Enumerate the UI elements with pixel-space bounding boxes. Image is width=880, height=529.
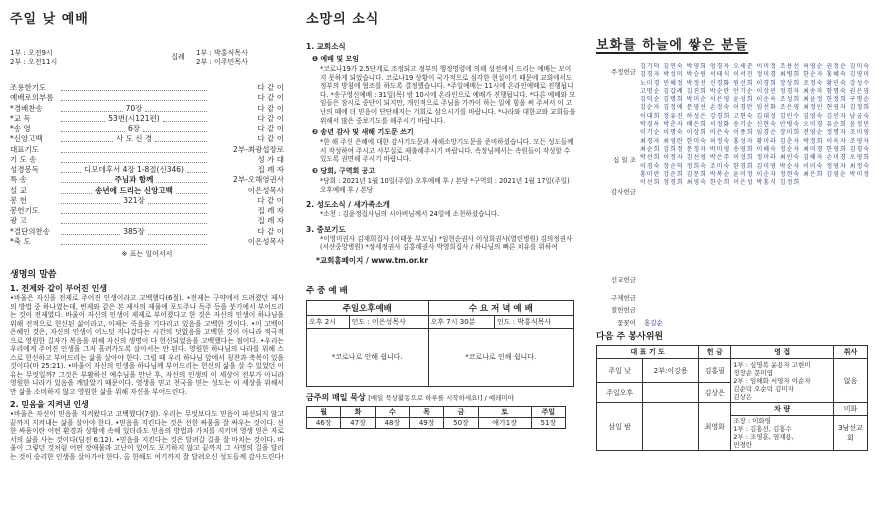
- worship-title: 주일 낮 예배: [10, 12, 89, 27]
- sermon-paragraph-1: •바울은 자신을 전제로 주어진 인생이라고 고백했다(6절). •전제는 구약에서 드려졌던 제사의 방법 중 하나였는데, 번제와 같은 본 제사의 제물에 포도주나 독주 등을 붓기에서 부어드리는 것이 전제였다. 바울이 자신의 인생이 제제로 부어졌다고 한 것은 자신의 인생이 하나님을 위해 전적으로 헌신된 삶이라고, 이제는 죽음을 기다리고 있음을 고백한 것이다. •이 고백이 은혜인 것은, 자신의 인생이 어느덧 지나갔다는 시간의 덧없음을 고백한 것이 아니라 적극적으로 영원한 길자가 복음을 위해 자신의 생명이 다 헌신되었음을 고백했다는 점이다. •우리는 우리에게 주어진 인생을 그저 흘려가도록 살아서는 안 된다. 영원한 하나님의 나라를 위해 스스로 헌신하고 부어드리는 삶을 살아야 한다. 그럴 때 우리 하나님 앞에서 칭찬과 축복이 있을 것이다(마 25:21). •바울이 자신의 인생을 하나님께 부어드리는 헌신의 삶을 살 수 있었던 이유는 무엇일까? 그것은 부활하신 예수님을 만난 후, 자신의 인생의 이 세상이 전부가 아니라 영원한 나라가 있음을 깨달았기 때문이다. 영생을 믿고 천국을 믿는 성도는 이 세상을 위해서만 삶을 소비하지 않고 영원한 삶을 위해 자신을 부어드린다.: [10, 294, 284, 396]
- row-sunday-offering: 김홍필: [699, 359, 731, 383]
- donor-names-2: 강경희 고현숙 김대성 김민수 김영숙 김인자 남궁숙 박경옥 박춘자 배은희 서정화 송기순 신현숙 안병숙 오미경 유순희 윤정민 이기순 이명숙 이상희 이은숙 이종희 임경순 장미희 전영순 정명자 조미영 최경자 최영란 한미숙 허정숙 홍성자 황미라 김춘자 박정희 이옥자 조영자 최순희 김희정 문정자 박미영 송영희 이혜숙 정순자 최미경 한영희 김경숙 박선희 이정자: [640, 112, 871, 162]
- chapter-5: 애가1장: [478, 417, 531, 428]
- cleaning-team: 3남선교회: [834, 416, 868, 451]
- cooking-none: 없음: [834, 359, 868, 403]
- daily-meditation-note: [매일 묵상활동으로 하루를 시작하세요!] / 예레미야: [368, 393, 514, 402]
- news-column: [300, 0, 580, 529]
- order-item-leader: 다 같 이: [257, 103, 285, 113]
- sermon-point-2: 2. 믿음을 지켜낸 인생: [10, 400, 89, 409]
- order-item-leader: 성 가 대: [257, 154, 284, 164]
- order-item-content: 385장: [123, 226, 145, 236]
- order-row: [10, 227, 284, 237]
- label-thanks-offering: 주정헌금: [610, 68, 636, 76]
- order-item-leader: 다 같 이: [257, 226, 284, 236]
- order-item-leader: 집 례 자: [257, 216, 284, 226]
- donor-names-3: 김선영 박은주 이성희 정미라 최인숙 김혜자 손미경 오영희 이경숙 장순덕 정희숙 조미숙 한경희 김미영 박순자 이미숙 정영자 최정숙 홍미란 강순희 김문희 박복순 윤미정 이순자 정현숙 최은희: [640, 154, 871, 178]
- order-item-leader: 다 같 이: [257, 83, 284, 92]
- order-row: [10, 145, 284, 155]
- order-item-label: *송 영: [10, 124, 31, 133]
- standing-note: ※ 표는 일어서서: [121, 250, 173, 258]
- sunday-leader: 인도 : 이은성목사: [349, 315, 428, 328]
- flower-donor: 홍길순: [644, 319, 663, 327]
- service-table: [596, 345, 868, 451]
- intercession-heading: 3. 중보기도: [306, 224, 346, 234]
- order-row: [10, 165, 284, 175]
- day-3: 목: [409, 406, 443, 417]
- label-gratitude: 감사헌금: [610, 188, 636, 196]
- chapter-4: 50장: [444, 417, 478, 428]
- homepage-link[interactable]: *교회홈페이지 / www.tm.or.kr: [316, 255, 429, 265]
- sunday-time: 오후 2시: [307, 315, 350, 328]
- next-week-title: 다음 주 봉사위원: [596, 332, 664, 342]
- day-5: 토: [478, 406, 531, 417]
- order-of-worship: [10, 83, 284, 247]
- order-row: [10, 124, 284, 134]
- prayer-writing-heading: ❷ 송년 감사 및 새해 기도문 쓰기: [312, 128, 414, 137]
- wednesday-evening-heading: 수 요 저 녁 예 배: [428, 300, 573, 315]
- wednesday-note: *코로나로 인해 쉽니다.: [428, 328, 573, 386]
- col-prayer: 대 표 기 도: [597, 346, 699, 359]
- order-item-leader: 집 례 자: [257, 206, 284, 215]
- order-item-label: 설 교: [10, 185, 27, 195]
- order-item-leader: 다 같 이: [257, 113, 285, 123]
- officiant-label: 집례: [171, 53, 185, 61]
- donor-names: [640, 63, 874, 295]
- officiant-2: 2부 : 이주민목사: [196, 58, 248, 66]
- order-item-label: 조용한기도: [10, 83, 47, 92]
- order-item-content: 주님과 함께: [114, 175, 154, 185]
- order-item-leader: 다 같 이: [257, 124, 284, 133]
- order-item-content: 321장: [123, 195, 145, 205]
- col-cooking: 취사: [834, 346, 868, 359]
- car-team: 조장 : 이화영 1부 : 김홍선, 김홍수 2부 : 조영훈, 염재용, 민경란: [731, 416, 834, 451]
- order-row: [10, 186, 284, 196]
- order-item-leader: 다 같 이: [257, 195, 284, 205]
- order-row: [10, 93, 284, 103]
- label-flowers: 꽃꽂이: [617, 319, 636, 327]
- offerings-title: 보화를 하늘에 쌓은 분들: [596, 38, 749, 53]
- order-item-label: 특 송: [10, 175, 27, 185]
- order-item-content: 송년에 드리는 신앙고백: [95, 185, 173, 195]
- daily-meditation-table: [306, 406, 566, 429]
- order-item-label: 성경봉독: [10, 165, 39, 174]
- row-sunday-prayer: 2부:이강용: [643, 359, 699, 383]
- welcome-team: 1부 : 심영복 윤용자 고현미 정장순 문미엽 2부 : 임해화 서영자 이순자 김순덕 오순덕 김미자 김상은: [731, 359, 834, 403]
- label-tithe: 십 일 조: [613, 156, 636, 164]
- offerings-list: [596, 63, 874, 302]
- order-item-leader: 집 례 자: [257, 165, 285, 174]
- wednesday-time: 오후 7시 30분: [428, 315, 495, 328]
- day-6: 주일: [531, 406, 565, 417]
- church-news-heading: 1. 교회소식: [306, 42, 346, 51]
- order-item-leader: 이은성목사: [247, 236, 284, 246]
- worship-meetings-text: *코로나19가 2.5단계로 조정되고 정부의 행정명령에 의해 성전에서 드리는 예배는 모이지 못하게 되었습니다. 코로나19 상황이 국가적으로 심각한 현실이기 때문에 교회에서도 정부의 방침에 협조를 하도록 결정했습니다. *주일예배는 11시에 온라인예배로 진행됩니다. *송구영신예배 : 31일(목) 밤 10시에 온라인으로 예배가 진행됩니다. *다른 예배와 모임들은 잠시로 중단이 되지만, 개인적으로 주님을 가까이 하는 일에 힘을 써 주셔서 이 고난의 때에 더 믿음이 단단해지는 기회로 삼으시기를 바랍니다. *나라와 대한교와 교회들을 위해서 많은 중보기도를 해주시기 바랍니다.: [320, 65, 576, 125]
- order-item-leader: 다 같 이: [257, 134, 285, 144]
- order-row: [10, 155, 284, 165]
- row-afternoon-offering: 김상은: [699, 383, 731, 403]
- row-afternoon-prayer: [643, 383, 699, 403]
- chapter-6: 51장: [531, 417, 565, 428]
- offerings-column: [588, 0, 880, 529]
- order-item-label: 예배로의부름: [10, 93, 54, 103]
- order-item-label: *축 도: [10, 236, 31, 246]
- chapter-1: 47장: [341, 417, 375, 428]
- order-item-label: *결단의찬송: [10, 226, 50, 236]
- order-item-content: 53번(시121편): [108, 113, 160, 123]
- car-heading: 차 량: [731, 403, 834, 416]
- worship-meetings-heading: ❶ 예배 및 모임: [312, 55, 360, 63]
- row-wednesday-prayer: [643, 403, 699, 451]
- weekday-worship-table: [306, 300, 574, 387]
- day-1: 화: [341, 406, 375, 417]
- donor-names-1: 김기덕 김연숙 박영희 엄경자 오세준 이미정 조용선 허영순 권정순 김미숙 김경자 박성미 박승원 서태식 이서진 정미경 최병희 한순자 홍혜숙 김영미 노미경 민혜정 박정선 신경화 원선희 이경희 장상희 조정숙 황인숙 강성수 고명순 김갑례 김진희 박순란 안기순 이상민 정경자 최송자 함명숙 권은영 김덕순 김명희 박미순 서은영 윤성희 이순옥 조성희 최윤정 한정희 구명순 김순자 김정애 문영선 손정숙 이경란 임선화 조은영 최정인 현영자 김정희 이대희 정유진 하성은: [640, 63, 871, 120]
- row-wednesday-offering: 최영화: [699, 403, 731, 451]
- label-relief: 구제헌금: [610, 294, 636, 302]
- intercession-text: *이영미권사 김재희집사 (이태웅 부모님) *임현순권사 이성희권사(열린병원) 김의정권사(서산중앙병원) *정세정권사 김홍해권사 박영희집사 / 하나님의 빠른 치유를 위하여: [320, 234, 573, 252]
- order-row: [10, 134, 284, 144]
- day-0: 월: [307, 406, 341, 417]
- donor-names-4: 김영순 박미정 이선희 정경희 최영숙 한순희: [640, 170, 871, 187]
- officiant-1: 1부 : 박홍식목사: [196, 49, 248, 57]
- order-item-content: 70장: [125, 103, 143, 113]
- order-item-content: 사 도 신 경: [115, 134, 153, 144]
- label-mission: 선교헌금: [610, 276, 636, 284]
- order-row: [10, 114, 284, 124]
- order-item-content: 디모데후서 4장 1-8절(신346): [84, 165, 184, 174]
- members-news-heading: 2. 성도소식 / 새가족소개: [306, 200, 390, 210]
- order-item-label: 대표기도: [10, 144, 39, 154]
- sunday-note: *코로나로 인해 쉽니다.: [307, 328, 429, 386]
- service-1-time: 1부 : 오전9시: [10, 49, 53, 57]
- order-item-label: *경배찬송: [10, 103, 43, 113]
- order-row: [10, 237, 284, 247]
- sunday-afternoon-heading: 주일오후예배: [307, 300, 429, 315]
- order-item-leader: 이은성목사: [247, 185, 285, 195]
- order-item-label: 기 도 송: [10, 154, 37, 164]
- col-welcome: 영 접: [731, 346, 834, 359]
- order-item-leader: 2부-최광섭장로: [233, 144, 284, 154]
- council-notice-text: *당회 : 2021년 1월 10일(주일) 오후예배 후 / 본당 *구역회 : 2021년 1월 17일(주일) 오후예배 후 / 본당: [320, 176, 570, 194]
- order-item-label: 광 고: [10, 216, 27, 226]
- sermon-title: 생명의 말씀: [10, 270, 57, 280]
- order-row: [10, 83, 284, 93]
- donor-names-5: 이은성 박홍식 김정희: [733, 179, 801, 187]
- members-news-text: *소천 : 김윤정집사님의 시아버님께서 24일에 소천하셨습니다.: [320, 210, 500, 219]
- service-2-time: 2부 : 오전11시: [10, 58, 58, 66]
- worship-column: [0, 0, 293, 529]
- chapter-3: 49장: [409, 417, 443, 428]
- order-row: [10, 175, 284, 185]
- sermon-point-1: 1. 전제와 같이 부어진 인생: [10, 284, 108, 293]
- day-2: 수: [375, 406, 409, 417]
- order-row: [10, 216, 284, 226]
- prayer-writing-text: *한 해 주신 은혜에 대한 감사기도문과 새해소망기도문을 준비하셨습니다. 모든 성도들께서 작성하여 주시고 사무실로 제출해주시기 바랍니다. 속장님께서는 속원들이 작성할 수 있도록 권면해 주시기 바랍니다.: [320, 138, 574, 164]
- order-item-label: *교 독: [10, 113, 31, 123]
- order-row: [10, 196, 284, 206]
- chapter-0: 46장: [307, 417, 341, 428]
- news-title: 소망의 소식: [306, 12, 380, 27]
- chapter-2: 48장: [375, 417, 409, 428]
- service-times: [10, 49, 284, 67]
- order-row: [10, 206, 284, 216]
- wednesday-leader: 인도 : 박홍식목사: [495, 315, 574, 328]
- row-wednesday-label: 삼일 밤: [597, 403, 643, 451]
- order-item-leader: 다 같 이: [257, 93, 284, 103]
- weekday-worship-title: 주 중 예 배: [306, 285, 348, 296]
- row-sunday-label: 주일 낮: [597, 359, 643, 383]
- row-afternoon-label: 주일오후: [597, 383, 643, 403]
- order-row: [10, 104, 284, 114]
- order-item-content: 6장: [127, 124, 141, 133]
- council-notice-heading: ❸ 당회, 구역회 공고: [312, 166, 376, 175]
- order-item-label: *신앙고백: [10, 134, 43, 144]
- order-item-leader: 2부-오해영권사: [233, 175, 284, 185]
- cleaning-heading: 미화: [834, 403, 868, 416]
- col-offering: 헌 금: [699, 346, 731, 359]
- label-special: 절헌헌금: [610, 306, 636, 314]
- order-item-label: 봉 헌: [10, 195, 27, 205]
- day-4: 금: [444, 406, 478, 417]
- daily-meditation-title: 금주의 매일 묵상: [306, 392, 366, 402]
- sermon-paragraph-2: •바울은 자신이 믿음을 지켜왔다고 고백했다(7절). 우리는 무엇보다도 믿음이 파선되지 않고 끝까지 지켜내는 삶을 살아야 한다. •믿음을 지킨다는 것은 선한 싸움을 잘 싸우는 것이다. 선한 싸움이란 어떤 환경과 상황에 속해 있더라도 믿음의 방법과 가치를 지키며 영생 얻은 자로서의 삶을 사는 것이다(딤전 6:12). •믿음을 지킨다는 것은 달려갈 길을 잘 마치는 것이다. 바울이 그렇던 것처럼 어떤 장애물과 고난이 있어도 포기하지 않고 끝까지 그 사명의 길을 달리는 것이 승리한 인생을 살아가야 한다. 올 한해도 여기까지 잘 달려오신 성도들께 감사드린다!: [10, 410, 284, 461]
- order-item-label: 봉헌기도: [10, 206, 39, 215]
